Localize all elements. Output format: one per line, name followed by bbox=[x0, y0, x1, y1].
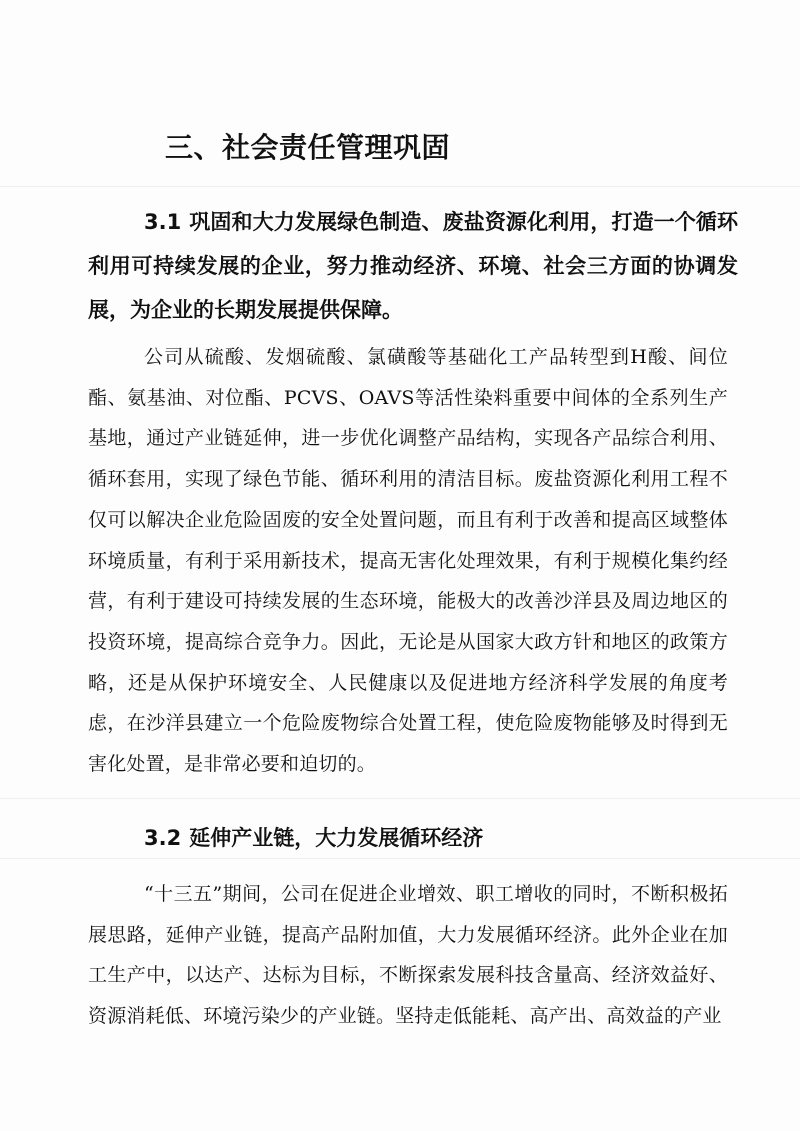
body-paragraph-1: 公司从硫酸、发烟硫酸、氯磺酸等基础化工产品转型到H酸、间位酯、氨基油、对位酯、PCVS、OAVS等活性染料重要中间体的全系列生产基地，通过产业链延伸，进一步优化调整产品结构，实现各产品综合利用、循环套用，实现了绿色节能、循环利用的清洁目标。废盐资源化利用工程不仅可以解决企业危险固废的安全处置问题，而且有利于改善和提高区域整体环境质量，有利于采用新技术，提高无害化处理效果，有利于规模化集约经营，有利于建设可持续发展的生态环境，能极大的改善沙洋县及周边地区的投资环境，提高综合竞争力。因此，无论是从国家大政方针和地区的政策方略，还是从保护环境安全、人民健康以及促进地方经济科学发展的角度考虑，在沙洋县建立一个危险废物综合处置工程，使危险废物能够及时得到无害化处置，是非常必要和迫切的。 bbox=[88, 346, 728, 776]
subsection-title: 延伸产业链，大力发展循环经济 bbox=[189, 826, 484, 850]
scan-artifact-line bbox=[0, 186, 800, 187]
subsection-number: 3.2 bbox=[144, 826, 182, 850]
subsection-number: 3.1 bbox=[144, 210, 182, 234]
subsection-title: 巩固和大力发展绿色制造、废盐资源化利用，打造一个循环利用可持续发展的企业，努力推动经济、环境、社会三方面的协调发展，为企业的长期发展提供保障。 bbox=[88, 210, 738, 322]
subsection-3-2 bbox=[144, 816, 744, 860]
body-paragraph-2: “十三五”期间，公司在促进企业增效、职工增收的同时，不断积极拓展思路，延伸产业链，提高产品附加值，大力发展循环经济。此外企业在加工生产中，以达产、达标为目标，不断探索发展科技含量高、经济效益好、资源消耗低、环境污染少的产业链。坚持走低能耗、高产出、高效益的产业 bbox=[88, 883, 728, 1028]
section-heading: 三、社会责任管理巩固 bbox=[165, 131, 451, 164]
scan-artifact-line bbox=[0, 798, 800, 799]
subsection-3-1 bbox=[88, 200, 738, 332]
